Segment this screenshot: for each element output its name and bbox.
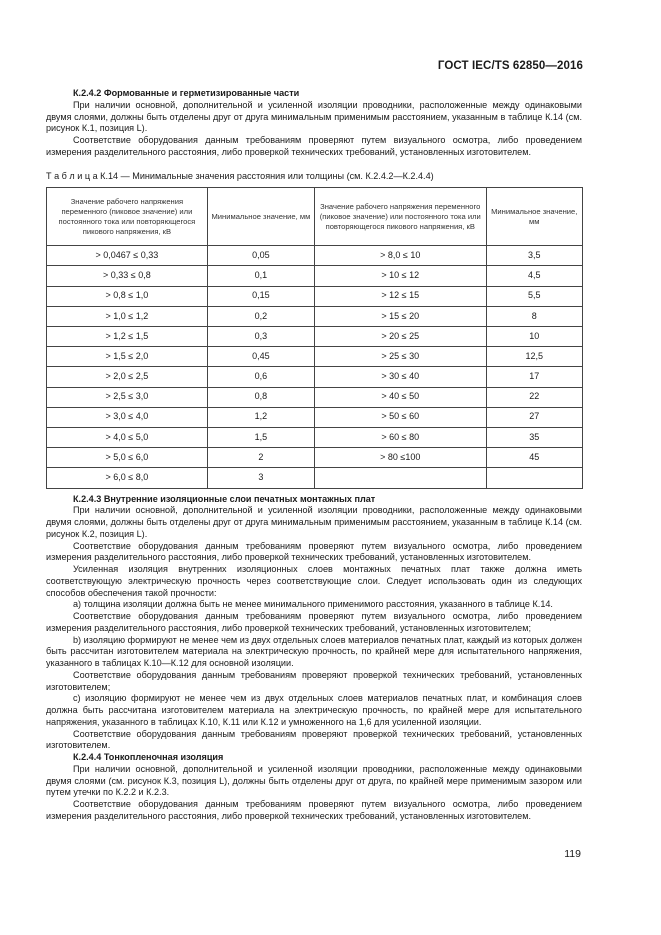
table-cell: > 0,0467 ≤ 0,33 [47,246,208,266]
table-cell: 0,8 [207,387,314,407]
table-cell: 0,6 [207,367,314,387]
table-cell: 8 [486,306,583,326]
table-row [47,246,583,266]
table-cell: > 5,0 ≤ 6,0 [47,448,208,468]
column-header: Значение рабочего напряжения переменного (пиковое значение) или постоянного тока или повторяющегося пикового напряжения, кВ [47,188,208,246]
table-cell: 1,5 [207,427,314,447]
paragraph: При наличии основной, дополнительной и усиленной изоляции проводники, расположенные между одинаковыми двумя слоями, должны быть отделены друг от друга минимальным применимым расстоянием, указанным в таблице К.14 (см. рисунок К.1, позиция L). [46,99,582,134]
document-header: ГОСТ IEC/TS 62850—2016 [437,60,583,72]
table-cell: 3,5 [486,246,583,266]
table-row [47,407,583,427]
table-row [47,306,583,326]
table-cell [314,468,486,488]
table-cell: > 12 ≤ 15 [314,286,486,306]
table-cell: 12,5 [486,347,583,367]
table-row [47,367,583,387]
table-cell: 22 [486,387,583,407]
table-cell: 0,2 [207,306,314,326]
table-header-row [47,188,583,246]
section-title-k242: К.2.4.2 Формованные и герметизированные части [73,88,300,98]
column-header: Минимальное значение, мм [207,188,314,246]
paragraph: a) толщина изоляции должна быть не менее минимального применимого расстояния, указанного в таблице К.14. [73,599,553,610]
table-cell: > 50 ≤ 60 [314,407,486,427]
table-cell: 17 [486,367,583,387]
table-cell: > 8,0 ≤ 10 [314,246,486,266]
paragraph: b) изоляцию формируют не менее чем из двух отдельных слоев материалов печатных плат, каждый из которых должен быть рассчитан изготовителем материала на электрическую прочность, по крайней мере для испытательного напряжения, указанного в таблицах К.10—К.12 для основной изоляции. [46,634,582,668]
table-cell: 4,5 [486,266,583,286]
table-cell: > 1,5 ≤ 2,0 [47,347,208,367]
paragraph: Соответствие оборудования данным требованиям проверяют проверкой технических требований, установленных изготовителем; [46,669,582,692]
table-row [47,347,583,367]
paragraph: Усиленная изоляция внутренних изоляционных слоев монтажных печатных плат также должна иметь соответствующую электрическую прочность через соответствующие слои. Следует использовать один из следующих способов обеспечения такой прочности: [46,564,582,598]
table-cell: 5,5 [486,286,583,306]
table-row [47,266,583,286]
table-cell: 0,15 [207,286,314,306]
table-row [47,448,583,468]
paragraph: Соответствие оборудования данным требованиям проверяют проверкой технических требований, установленных изготовителем. [46,728,582,751]
table-cell: > 1,2 ≤ 1,5 [47,327,208,347]
table-cell: > 10 ≤ 12 [314,266,486,286]
table-cell: > 15 ≤ 20 [314,306,486,326]
table-cell: 35 [486,427,583,447]
table-row [47,286,583,306]
table-cell [486,468,583,488]
table-cell: > 30 ≤ 40 [314,367,486,387]
table-cell: > 0,33 ≤ 0,8 [47,266,208,286]
table-k14 [46,187,583,488]
table-cell: > 1,0 ≤ 1,2 [47,306,208,326]
table-cell: > 20 ≤ 25 [314,327,486,347]
table-row [47,387,583,407]
table-cell: > 6,0 ≤ 8,0 [47,468,208,488]
section-k243-body [46,505,582,752]
paragraph: Соответствие оборудования данным требованиям проверяют путем визуального осмотра, либо проведением измерения разделительного расстояния, либо проверкой технических требований, установленных изготовителем; [46,611,582,633]
table-cell: > 4,0 ≤ 5,0 [47,427,208,447]
table-cell: 0,05 [207,246,314,266]
table-cell: > 60 ≤ 80 [314,427,486,447]
table-cell: 10 [486,327,583,347]
paragraph: c) изоляцию формируют не менее чем из двух отдельных слоев материалов печатных плат, и комбинация слоев должна быть рассчитана изготовителем материала на электрическую прочность, по крайней мере для испытательного напряжения, указанного в таблицах К.10, К.11 или К.12 и умноженного на 1,6 для усиленной изоляции. [46,693,582,727]
table-cell: 0,1 [207,266,314,286]
column-header: Значение рабочего напряжения переменного (пиковое значение) или постоянного тока или повторяющегося пикового напряжения, кВ [314,188,486,246]
table-cell: > 25 ≤ 30 [314,347,486,367]
paragraph: Соответствие оборудования данным требованиям проверяют путем визуального осмотра, либо проведением измерения разделительного расстояния, либо проверкой технических требований, установленных изготовителем. [46,799,582,821]
table-caption: Т а б л и ц а К.14 — Минимальные значения расстояния или толщины (см. К.2.4.2—К.2.4.4) [46,170,434,181]
page-number: 119 [564,848,581,860]
table-cell: > 2,5 ≤ 3,0 [47,387,208,407]
table-cell: > 40 ≤ 50 [314,387,486,407]
section-title-k244: К.2.4.4 Тонкопленочная изоляция [73,752,224,762]
table-cell: > 2,0 ≤ 2,5 [47,367,208,387]
table-cell: > 0,8 ≤ 1,0 [47,286,208,306]
table-body [47,246,583,488]
table-cell: 45 [486,448,583,468]
section-title-k243: К.2.4.3 Внутренние изоляционные слои печатных монтажных плат [73,493,376,504]
table-row [47,327,583,347]
table-cell: 27 [486,407,583,427]
table-cell: 1,2 [207,407,314,427]
table-row [47,468,583,488]
table-cell: 3 [207,468,314,488]
paragraph: Соответствие оборудования данным требованиям проверяют путем визуального осмотра, либо проведением измерения разделительного расстояния, либо проверкой технических требований, установленных изготовителем. [46,135,582,157]
table-cell: > 80 ≤100 [314,448,486,468]
table-cell: 0,3 [207,327,314,347]
paragraph: Соответствие оборудования данным требованиям проверяют путем визуального осмотра, либо проведением измерения разделительного расстояния, либо проверкой технических требований, установленных изготовителем. [46,540,582,563]
paragraph: При наличии основной, дополнительной и усиленной изоляции проводники, расположенные между одинаковыми двумя слоями, должны быть отделены друг от друга минимальным применимым расстоянием, указанным в таблице К.14 (см. рисунок К.2, позиция L). [46,505,582,539]
table-row [47,427,583,447]
page-content [46,88,582,823]
table-cell: > 3,0 ≤ 4,0 [47,407,208,427]
table-cell: 0,45 [207,347,314,367]
paragraph: При наличии основной, дополнительной и усиленной изоляции проводники, расположенные между одинаковыми двумя слоями (см. рисунок К.3, позиция L), должны быть отделены друг от друга, по крайней мере применимым зазором или путем утечки по К.2.2 и К.2.3. [46,763,582,798]
column-header: Минимальное значение, мм [486,188,583,246]
table-cell: 2 [207,448,314,468]
